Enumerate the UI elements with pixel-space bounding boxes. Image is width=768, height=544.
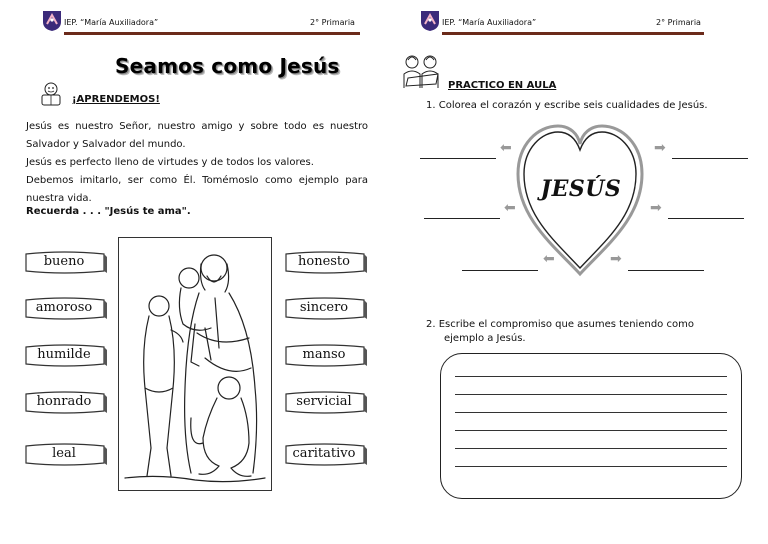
school-name: IEP. “María Auxiliadora” (64, 18, 159, 27)
writing-line (455, 448, 727, 449)
word-label: manso (302, 347, 346, 362)
writing-line (455, 376, 727, 377)
word-label: caritativo (292, 446, 356, 461)
word-banner (284, 443, 368, 467)
heart-shape[interactable] (514, 122, 646, 282)
paragraph-line: Debemos imitarlo, ser como Él. Tomémoslo como ejemplo para (26, 175, 368, 186)
word-banner (24, 297, 108, 321)
word-banner (24, 251, 108, 275)
answer-blank[interactable] (668, 218, 744, 219)
answer-blank[interactable] (672, 158, 748, 159)
school-logo-icon (420, 10, 440, 32)
student-reading-icon (36, 80, 66, 108)
answer-blank[interactable] (420, 158, 496, 159)
question-2-line: 2. Escribe el compromiso que asumes teniendo como (426, 319, 694, 330)
commitment-answer-box[interactable] (440, 353, 742, 499)
word-label: amoroso (35, 300, 93, 315)
word-banner (24, 344, 108, 368)
paragraph-line: Jesús es nuestro Señor, nuestro amigo y sobre todo es nuestro (26, 121, 368, 132)
answer-blank[interactable] (462, 270, 538, 271)
arrow-right-icon: ➡ (650, 200, 662, 216)
header-rule (64, 32, 360, 35)
arrow-right-icon: ➡ (610, 251, 622, 267)
school-logo-icon (42, 10, 62, 32)
arrow-left-icon: ⬅ (543, 251, 555, 267)
question-2-line: ejemplo a Jesús. (444, 333, 526, 344)
answer-blank[interactable] (424, 218, 500, 219)
right-header (420, 10, 706, 36)
word-banner (284, 344, 368, 368)
left-header (42, 10, 362, 36)
paragraph-line: nuestra vida. (26, 193, 92, 204)
section-aprendemos: ¡APRENDEMOS! (72, 94, 160, 105)
section-practico: PRACTICO EN AULA (448, 80, 557, 91)
school-name: IEP. “María Auxiliadora” (442, 18, 537, 27)
question-2 (426, 318, 746, 346)
arrow-right-icon: ➡ (654, 140, 666, 156)
word-banner (24, 391, 108, 415)
remember-note: Recuerda . . . "Jesús te ama". (26, 206, 191, 217)
grade-label: 2° Primaria (310, 18, 355, 27)
jesus-with-children-illustration (118, 237, 272, 491)
word-banner (284, 297, 368, 321)
writing-line (455, 430, 727, 431)
children-reading-icon (400, 52, 444, 92)
grade-label: 2° Primaria (656, 18, 701, 27)
word-label: leal (52, 446, 76, 461)
arrow-left-icon: ⬅ (504, 200, 516, 216)
writing-line (455, 412, 727, 413)
writing-line (455, 466, 727, 467)
word-label: servicial (296, 394, 352, 409)
answer-blank[interactable] (628, 270, 704, 271)
header-rule (442, 32, 704, 35)
word-banner (284, 251, 368, 275)
arrow-left-icon: ⬅ (500, 140, 512, 156)
word-label: sincero (299, 300, 349, 315)
writing-line (455, 394, 727, 395)
intro-paragraph (26, 118, 368, 208)
paragraph-line: Salvador y Salvador del mundo. (26, 139, 186, 150)
question-1: 1. Colorea el corazón y escribe seis cualidades de Jesús. (426, 100, 708, 111)
heart-label: JESÚS (540, 176, 622, 202)
coloring-drawing (119, 238, 271, 490)
word-label: bueno (43, 254, 85, 269)
word-label: honesto (298, 254, 350, 269)
page-title: Seamos como Jesús (115, 54, 340, 78)
word-banner (24, 443, 108, 467)
paragraph-line: Jesús es perfecto lleno de virtudes y de todos los valores. (26, 157, 314, 168)
word-banner (284, 391, 368, 415)
word-label: honrado (36, 394, 92, 409)
word-label: humilde (37, 347, 91, 362)
